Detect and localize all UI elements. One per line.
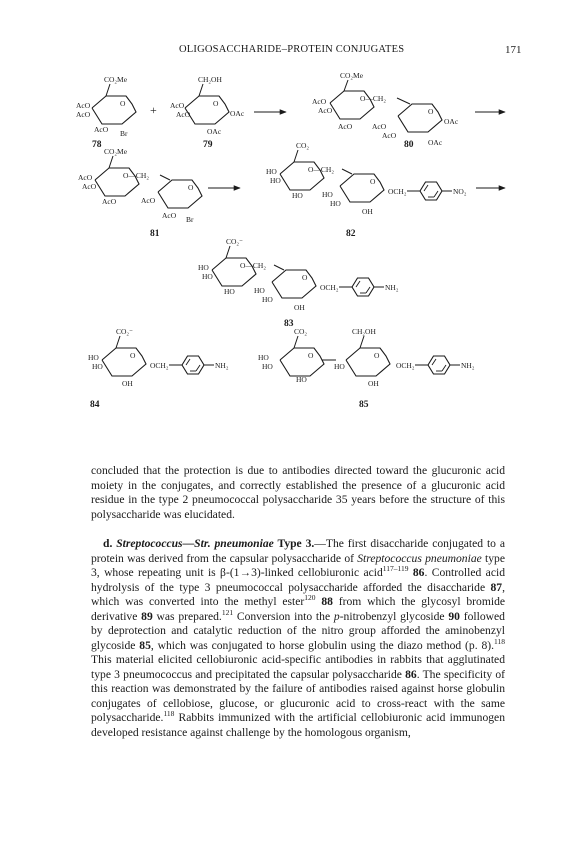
- compound-83: [198, 237, 399, 329]
- svg-text:O—CH₂: O—CH₂: [308, 165, 334, 174]
- svg-text:AcO: AcO: [76, 101, 91, 110]
- svg-text:AcO: AcO: [141, 196, 156, 205]
- svg-text:CH₂OH: CH₂OH: [198, 75, 222, 84]
- compound-79: [170, 75, 245, 150]
- svg-text:CO₂⁻: CO₂⁻: [226, 237, 243, 246]
- svg-text:AcO: AcO: [338, 122, 353, 131]
- svg-text:OH: OH: [368, 379, 379, 388]
- svg-text:AcO: AcO: [318, 106, 333, 115]
- svg-text:HO: HO: [296, 375, 307, 384]
- svg-text:Br: Br: [186, 215, 194, 224]
- svg-text:O: O: [428, 107, 434, 116]
- svg-text:AcO: AcO: [162, 211, 177, 220]
- svg-text:80: 80: [404, 140, 414, 150]
- svg-text:CO₂⁻: CO₂⁻: [116, 327, 133, 336]
- svg-text:AcO: AcO: [76, 110, 91, 119]
- svg-text:O: O: [130, 351, 136, 360]
- svg-text:HO: HO: [198, 263, 209, 272]
- svg-text:78: 78: [92, 140, 102, 150]
- svg-text:OH: OH: [294, 303, 305, 312]
- compound-82: [266, 141, 467, 239]
- svg-text:Br: Br: [120, 129, 128, 138]
- svg-text:NH₂: NH₂: [461, 361, 475, 370]
- svg-text:83: 83: [284, 319, 294, 329]
- page-number: 171: [505, 44, 522, 56]
- page-header: [0, 44, 575, 60]
- svg-text:AcO: AcO: [372, 122, 387, 131]
- svg-text:OCH₂: OCH₂: [388, 187, 407, 196]
- svg-text:HO: HO: [202, 272, 213, 281]
- svg-text:HO: HO: [92, 362, 103, 371]
- compound-ref: 89: [141, 609, 153, 623]
- citation: 120: [304, 593, 316, 602]
- svg-text:OAc: OAc: [230, 109, 245, 118]
- svg-text:OCH₂: OCH₂: [320, 283, 339, 292]
- svg-text:OH: OH: [362, 207, 373, 216]
- svg-text:HO: HO: [330, 199, 341, 208]
- citation: 118: [163, 709, 175, 718]
- svg-text:NH₂: NH₂: [215, 361, 229, 370]
- svg-text:HO: HO: [224, 287, 235, 296]
- svg-text:HO: HO: [270, 176, 281, 185]
- svg-text:AcO: AcO: [170, 101, 185, 110]
- svg-text:OCH₂: OCH₂: [150, 361, 169, 370]
- compound-ref: 85: [139, 638, 151, 652]
- section-heading: d.: [103, 537, 117, 550]
- svg-text:AcO: AcO: [312, 97, 327, 106]
- svg-text:OAc: OAc: [207, 127, 222, 136]
- svg-text:AcO: AcO: [78, 173, 93, 182]
- compound-81: [78, 147, 202, 239]
- svg-text:O: O: [188, 183, 194, 192]
- svg-text:HO: HO: [292, 191, 303, 200]
- citation: 121: [221, 607, 234, 617]
- svg-text:O—CH₂: O—CH₂: [123, 171, 149, 180]
- svg-text:CH₂OH: CH₂OH: [352, 327, 376, 336]
- svg-text:NH₂: NH₂: [385, 283, 399, 292]
- compound-ref: 90: [448, 609, 460, 623]
- svg-text:+: +: [150, 103, 157, 117]
- svg-text:79: 79: [203, 140, 213, 150]
- svg-text:HO: HO: [262, 362, 273, 371]
- svg-text:AcO: AcO: [102, 197, 117, 206]
- svg-text:81: 81: [150, 229, 160, 239]
- svg-text:HO: HO: [88, 353, 99, 362]
- section-heading-organism: Streptococcus—Str. pneumoniae: [116, 537, 274, 550]
- svg-text:AcO: AcO: [94, 125, 109, 134]
- svg-text:HO: HO: [334, 362, 345, 371]
- compound-ref: 86: [405, 667, 417, 681]
- svg-text:CO₂Me: CO₂Me: [104, 75, 128, 84]
- svg-text:CO₂: CO₂: [296, 141, 310, 150]
- svg-text:OAc: OAc: [444, 117, 459, 126]
- section-heading-type: Type 3.: [273, 537, 315, 550]
- svg-text:AcO: AcO: [82, 182, 97, 191]
- reaction-scheme: [0, 72, 575, 450]
- svg-text:O: O: [370, 177, 376, 186]
- svg-text:HO: HO: [254, 286, 265, 295]
- svg-text:82: 82: [346, 229, 356, 239]
- body-text: [91, 464, 505, 740]
- compound-84: [88, 327, 229, 410]
- svg-text:85: 85: [359, 400, 369, 410]
- svg-text:OH: OH: [122, 379, 133, 388]
- svg-text:O: O: [302, 273, 308, 282]
- svg-text:O—CH₂: O—CH₂: [240, 261, 266, 270]
- citation: 118: [494, 636, 505, 646]
- compound-ref: 86: [412, 566, 425, 579]
- svg-text:OAc: OAc: [428, 138, 443, 147]
- svg-text:O: O: [308, 351, 314, 360]
- svg-text:HO: HO: [322, 190, 333, 199]
- compound-ref: 87: [490, 580, 503, 594]
- compound-78: [76, 75, 136, 150]
- compound-80: [312, 72, 459, 150]
- running-head: OLIGOSACCHARIDE–PROTEIN CONJUGATES: [179, 44, 405, 55]
- svg-text:NO₂: NO₂: [453, 187, 467, 196]
- svg-text:HO: HO: [258, 353, 269, 362]
- svg-text:HO: HO: [262, 295, 273, 304]
- svg-text:O: O: [374, 351, 380, 360]
- citation: 117–119: [382, 564, 409, 573]
- reaction-scheme-drawing: [0, 72, 575, 450]
- svg-text:AcO: AcO: [176, 110, 191, 119]
- paragraph-2: d. Streptococcus—Str. pneumoniae Type 3.—The first disaccharide conjugated to a protein was derived from the capsular polysaccharide of Streptococcus pneumoniae type 3, whose repeating unit is β-(1→3)-linked cellobiuronic acid$^{117-119}$ 86. Controlled acid hydrolysis of the type 3 pneumococcal polysaccharide afforded the disaccharide 87, which was converted into the methyl ester$^{120}$ 88 from which the glycosyl bromide derivative 89 was prepared.$^{121}$ Conversion into the p-nitrobenzyl glycoside 90 followed by deprotection and catalytic reduction of the nitro group afforded the aminobenzyl glycoside 85, which was conjugated to horse globulin using the diazo method (p. 8).$^{118}$ This material elicited cellobiuronic acid-specific antibodies in rabbits that agglutinated type 3 pneumococcus and precipitated the capsular polysaccharide 86. The specificity of this reaction was demonstrated by the failure of antibodies raised against horse globulin conjugates of cellobiose, glucose, or glucuronic acid to cross-react with the same polysaccharide.$^{118}$ Rabbits immunized with the artificial cellobiuronic acid immunogen developed resistance against challenge by the homologous organism,: [91, 537, 506, 739]
- svg-text:CO₂: CO₂: [294, 327, 308, 336]
- compound-85: [258, 327, 475, 410]
- svg-text:O: O: [213, 99, 219, 108]
- svg-text:HO: HO: [266, 167, 277, 176]
- svg-text:CO₂Me: CO₂Me: [104, 147, 128, 156]
- svg-text:AcO: AcO: [382, 131, 397, 140]
- compound-ref: 88: [321, 595, 333, 608]
- svg-text:OCH₂: OCH₂: [396, 361, 415, 370]
- svg-text:O: O: [120, 99, 126, 108]
- svg-text:84: 84: [90, 400, 100, 410]
- paragraph-1: concluded that the protection is due to antibodies directed toward the glucuronic acid moiety in the conjugates, and correctly established the presence of a glucuronic acid residue in the type 2 pneumococcal polysaccharide 35 years before the structure of this polysaccharide was elucidated.: [91, 464, 505, 521]
- svg-text:CO₂Me: CO₂Me: [340, 72, 364, 80]
- svg-text:O—CH₂: O—CH₂: [360, 94, 386, 103]
